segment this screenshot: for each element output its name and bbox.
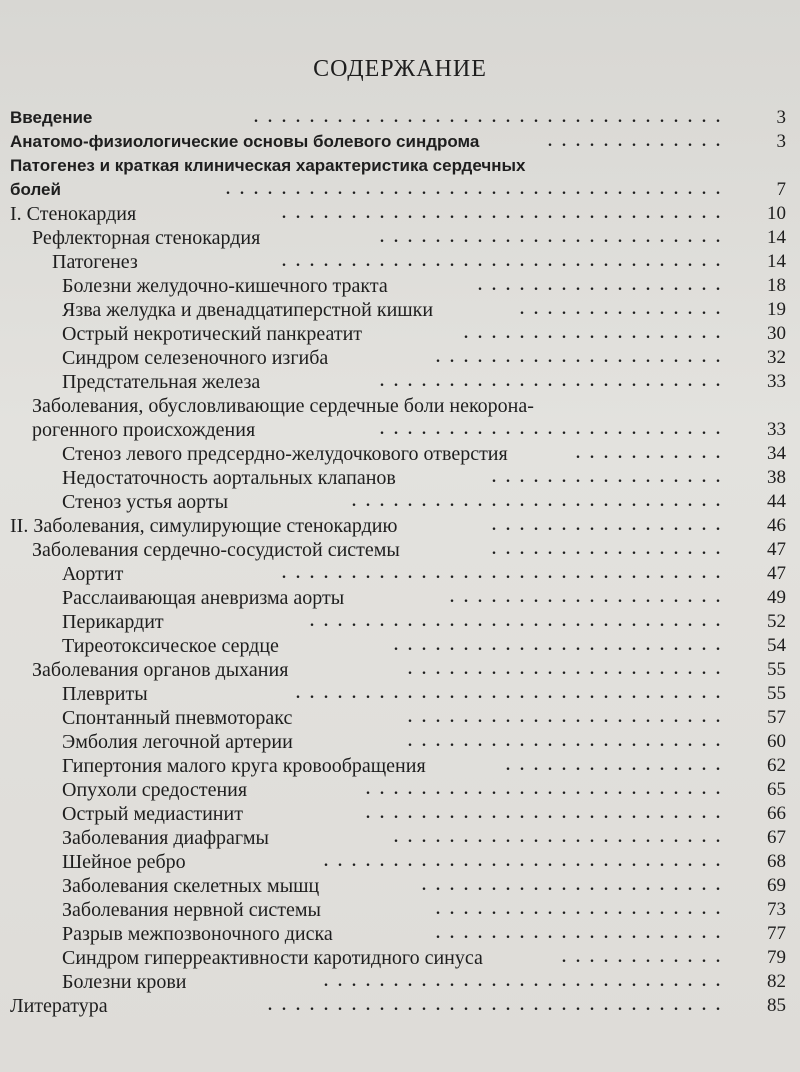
dot-leader: ....................... [408,709,730,726]
toc-page-number: 34 [767,443,786,464]
dot-leader: ............. [548,133,730,150]
toc-entry [0,658,800,682]
toc-entry [0,466,800,490]
toc-entry-title: Стеноз устья аорты [62,491,229,513]
toc-entry-title: Заболевания, обусловливающие сердечные боли некорона- [32,395,534,417]
toc-entry-title: Заболевания диафрагмы [62,827,269,849]
dot-leader: ........................ [394,829,730,846]
toc-page-number: 68 [767,851,786,872]
dot-leader: ............ [562,949,730,966]
page-title: СОДЕРЖАНИЕ [313,56,487,82]
toc-entry [0,322,800,346]
dot-leader: ................. [492,469,730,486]
dot-leader: ....................... [408,661,730,678]
dot-leader: ..................... [436,901,730,918]
toc-page-number: 67 [767,827,786,848]
dot-leader: ............... [520,301,730,318]
toc-entry [0,370,800,394]
dot-leader: ............................. [324,973,730,990]
toc-entry-title: Гипертония малого круга кровообращения [62,755,426,777]
toc-entry-title: Заболевания нервной системы [62,899,321,921]
toc-entry-title: Разрыв межпозвоночного диска [62,923,333,945]
toc-entry [0,586,800,610]
toc-entry-title: Эмболия легочной артерии [62,731,293,753]
toc-entry-title: Синдром гиперреактивности каротидного синуса [62,947,483,969]
toc-entry-title: I. Стенокардия [10,203,137,225]
toc-page-number: 19 [767,299,786,320]
toc-page-number: 32 [767,347,786,368]
dot-leader: .......................... [366,781,730,798]
dot-leader: ..................... [436,349,730,366]
toc-entry-title: Перикардит [62,611,164,633]
toc-entry-title: Болезни крови [62,971,187,993]
toc-entry-title: Заболевания скелетных мышц [62,875,320,897]
toc-page-number: 7 [776,179,786,200]
toc-entry-title: Заболевания сердечно-сосудистой системы [32,539,400,561]
toc-entry-title: Тиреотоксическое сердце [62,635,279,657]
toc-entry [0,850,800,874]
toc-page-number: 3 [776,107,786,128]
dot-leader: ................ [506,757,730,774]
toc-entry-title: Острый медиастинит [62,803,243,825]
dot-leader: ..................... [436,925,730,942]
toc-page-number: 55 [767,659,786,680]
toc-page-number: 46 [767,515,786,536]
toc-entry [0,394,800,442]
toc-entry [0,826,800,850]
toc-page-number: 54 [767,635,786,656]
toc-entry [0,778,800,802]
toc-page-number: 65 [767,779,786,800]
toc-entry-title: Синдром селезеночного изгиба [62,347,329,369]
toc-entry-title: Шейное ребро [62,851,186,873]
dot-leader: ......................... [380,421,730,438]
toc-entry [0,346,800,370]
toc-entry-title-continuation: болей [10,180,61,199]
toc-entry [0,274,800,298]
toc-entry [0,442,800,466]
toc-entry [0,730,800,754]
toc-entry-title: Предстательная железа [62,371,261,393]
dot-leader: ......................... [380,229,730,246]
dot-leader: ........... [576,445,730,462]
dot-leader: .................... [450,589,730,606]
toc-entry-title: Плевриты [62,683,148,705]
toc-page-number: 85 [767,995,786,1016]
toc-entry [0,682,800,706]
toc-entry [0,610,800,634]
toc-page-number: 49 [767,587,786,608]
dot-leader: ................. [492,541,730,558]
toc-entry [0,946,800,970]
toc-entry-title: Болезни желудочно-кишечного тракта [62,275,388,297]
toc-entry [0,490,800,514]
dot-leader: ...................... [422,877,730,894]
toc-entry [0,154,800,202]
dot-leader: ........................ [394,637,730,654]
toc-entry [0,106,800,130]
toc-page-number: 62 [767,755,786,776]
toc-page-number: 30 [767,323,786,344]
dot-leader: ................... [464,325,730,342]
toc-entry-title: II. Заболевания, симулирующие стенокардию [10,515,398,537]
toc-entry [0,250,800,274]
toc-entry [0,874,800,898]
toc-page-number: 69 [767,875,786,896]
table-of-contents [0,106,800,1018]
toc-page-number: 10 [767,203,786,224]
dot-leader: ......................... [380,373,730,390]
dot-leader: ........................... [352,493,730,510]
toc-entry-title-continuation: рогенного происхождения [32,419,256,441]
toc-entry [0,706,800,730]
dot-leader: ....................... [408,733,730,750]
toc-entry [0,754,800,778]
toc-page-number: 57 [767,707,786,728]
toc-page-number: 33 [767,419,786,440]
toc-entry [0,538,800,562]
dot-leader: ................................ [282,565,730,582]
toc-page-number: 33 [767,371,786,392]
toc-entry-title: Спонтанный пневмоторакс [62,707,293,729]
dot-leader: ............................. [324,853,730,870]
toc-page-number: 79 [767,947,786,968]
dot-leader: .................................. [254,109,730,126]
dot-leader: .......................... [366,805,730,822]
dot-leader: ................................ [282,253,730,270]
toc-page-number: 47 [767,563,786,584]
dot-leader: .............................. [310,613,730,630]
dot-leader: .................. [478,277,730,294]
toc-entry [0,514,800,538]
toc-page-number: 47 [767,539,786,560]
toc-page-number: 60 [767,731,786,752]
toc-page-number: 38 [767,467,786,488]
toc-entry [0,298,800,322]
toc-entry-title: Острый некротический панкреатит [62,323,363,345]
toc-entry-title: Язва желудка и двенадцатиперстной кишки [62,299,434,321]
toc-page-number: 52 [767,611,786,632]
dot-leader: .................................... [226,181,730,198]
toc-entry [0,994,800,1018]
toc-entry-title: Рефлекторная стенокардия [32,227,261,249]
toc-page-number: 18 [767,275,786,296]
toc-entry-title: Патогенез и краткая клиническая характеристика сердечных [10,156,526,175]
toc-page-number: 66 [767,803,786,824]
toc-page-number: 82 [767,971,786,992]
toc-entry [0,562,800,586]
dot-leader: ................................. [268,997,730,1014]
dot-leader: ............................... [296,685,730,702]
toc-entry-title: Патогенез [52,251,138,273]
toc-entry [0,634,800,658]
dot-leader: ................................ [282,205,730,222]
dot-leader: ................. [492,517,730,534]
toc-entry-title: Недостаточность аортальных клапанов [62,467,396,489]
toc-page-number: 77 [767,923,786,944]
toc-page-number: 14 [767,227,786,248]
toc-page-number: 44 [767,491,786,512]
toc-entry [0,802,800,826]
toc-entry [0,226,800,250]
toc-entry-title: Опухоли средостения [62,779,248,801]
toc-entry [0,922,800,946]
toc-entry-title: Стеноз левого предсердно-желудочкового отверстия [62,443,508,465]
toc-entry [0,130,800,154]
toc-entry-title: Анатомо-физиологические основы болевого синдрома [10,132,480,151]
toc-entry-title: Аортит [62,563,124,585]
toc-entry-title: Введение [10,108,93,127]
toc-entry [0,970,800,994]
toc-entry [0,898,800,922]
toc-page-number: 55 [767,683,786,704]
toc-entry [0,202,800,226]
toc-page-number: 14 [767,251,786,272]
toc-entry-title: Литература [10,995,108,1017]
toc-page-number: 3 [776,131,786,152]
toc-page-number: 73 [767,899,786,920]
toc-entry-title: Заболевания органов дыхания [32,659,289,681]
toc-entry-title: Расслаивающая аневризма аорты [62,587,345,609]
